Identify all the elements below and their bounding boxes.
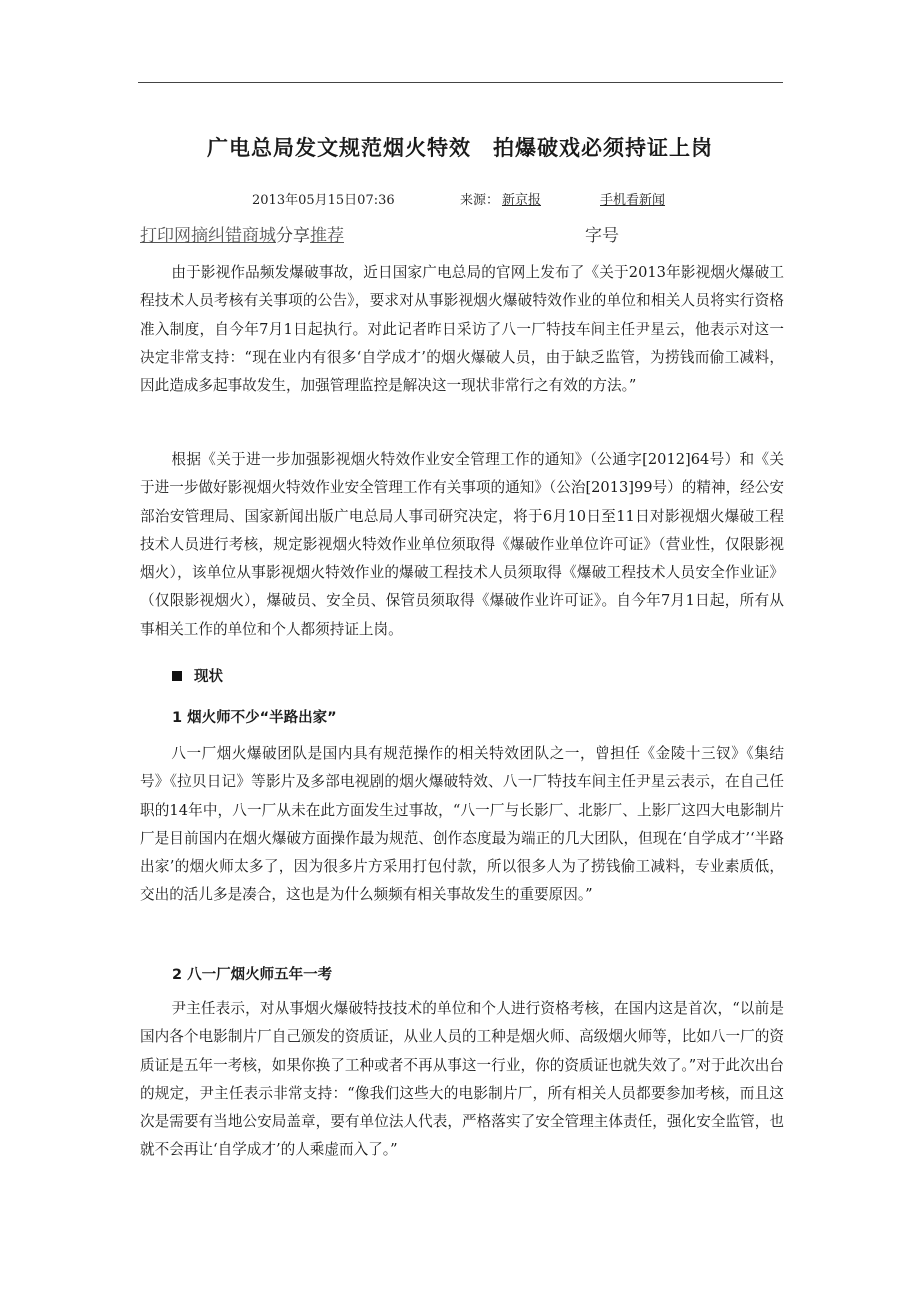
- paragraph-4: 尹主任表示，对从事烟火爆破特技技术的单位和个人进行资格考核，在国内这是首次，“以前是国内各个电影制片厂自己颁发的资质证，从业人员的工种是烟火师、高级烟火师等，比如八一厂的资质证是五年一考核，如果你换了工种或者不再从事这一行业，你的资质证也就失效了。”对于此次出台的规定，尹主任表示非常支持：“像我们这些大的电影制片厂，所有相关人员都要参加考核，而且这次是需要有当地公安局盖章，要有单位法人代表，严格落实了安全管理主体责任，强化安全监管，也就不会再让‘自学成才’的人乘虚而入了。”: [140, 1000, 784, 1159]
- mall-link[interactable]: 商城: [242, 226, 276, 246]
- article-toolbar: [140, 221, 344, 246]
- source-label: 来源：: [460, 193, 500, 208]
- recommend-link[interactable]: 推荐: [310, 226, 344, 246]
- source-link[interactable]: 新京报: [502, 193, 542, 208]
- bookmark-link[interactable]: 网摘: [174, 226, 208, 246]
- paragraph-1: 由于影视作品频发爆破事故，近日国家广电总局的官网上发布了《关于2013年影视烟火爆破工程技术人员考核有关事项的公告》，要求对从事影视烟火爆破特效作业的单位和相关人员将实行资格准入制度，自今年7月1日起执行。对此记者昨日采访了八一厂特技车间主任尹星云，他表示对这一决定非常支持：“现在业内有很多‘自学成才’的烟火爆破人员，由于缺乏监管，为捞钱而偷工减料，因此造成多起事故发生，加强管理监控是解决这一现状非常行之有效的方法。”: [140, 264, 784, 395]
- print-link[interactable]: 打印: [140, 226, 174, 246]
- share-label: 分享: [276, 226, 310, 246]
- article-title: 广电总局发文规范烟火特效 拍爆破戏必须持证上岗: [207, 136, 713, 160]
- subheading-1: 1 烟火师不少“半路出家”: [172, 710, 337, 726]
- paragraph-3: 八一厂烟火爆破团队是国内具有规范操作的相关特效团队之一，曾担任《金陵十三钗》《集结号》《拉贝日记》等影片及多部电视剧的烟火爆破特效、八一厂特技车间主任尹星云表示，在自己任职的14年中，八一厂从未在此方面发生过事故，“八一厂与长影厂、北影厂、上影厂这四大电影制片厂是目前国内在烟火爆破方面操作最为规范、创作态度最为端正的几大团队，但现在‘自学成才’‘半路出家’的烟火师太多了，因为很多片方采用打包付款，所以很多人为了捞钱偷工减料，专业素质低，交出的活儿多是凑合，这也是为什么频频有相关事故发生的重要原因。”: [140, 745, 784, 904]
- mobile-news-link[interactable]: 手机看新闻: [600, 193, 666, 208]
- article-datetime: 2013年05月15日07:36: [252, 193, 395, 208]
- report-error-link[interactable]: 纠错: [208, 226, 242, 246]
- square-bullet-icon: [172, 671, 182, 681]
- subheading-2: 2 八一厂烟火师五年一考: [172, 967, 333, 983]
- font-size-control[interactable]: 字号: [585, 226, 619, 246]
- top-rule: [138, 82, 783, 83]
- paragraph-2: 根据《关于进一步加强影视烟火特效作业安全管理工作的通知》（公通字[2012]64号）和《关于进一步做好影视烟火特效作业安全管理工作有关事项的通知》（公治[2013]99号）的精神，经公安部治安管理局、国家新闻出版广电总局人事司研究决定，将于6月10日至11日对影视烟火爆破工程技术人员进行考核，规定影视烟火特效作业单位须取得《爆破作业单位许可证》（营业性，仅限影视烟火），该单位从事影视烟火特效作业的爆破工程技术人员须取得《爆破工程技术人员安全作业证》（仅限影视烟火），爆破员、安全员、保管员须取得《爆破作业许可证》。自今年7月1日起，所有从事相关工作的单位和个人都须持证上岗。: [140, 451, 784, 638]
- section-heading: 现状: [172, 665, 223, 686]
